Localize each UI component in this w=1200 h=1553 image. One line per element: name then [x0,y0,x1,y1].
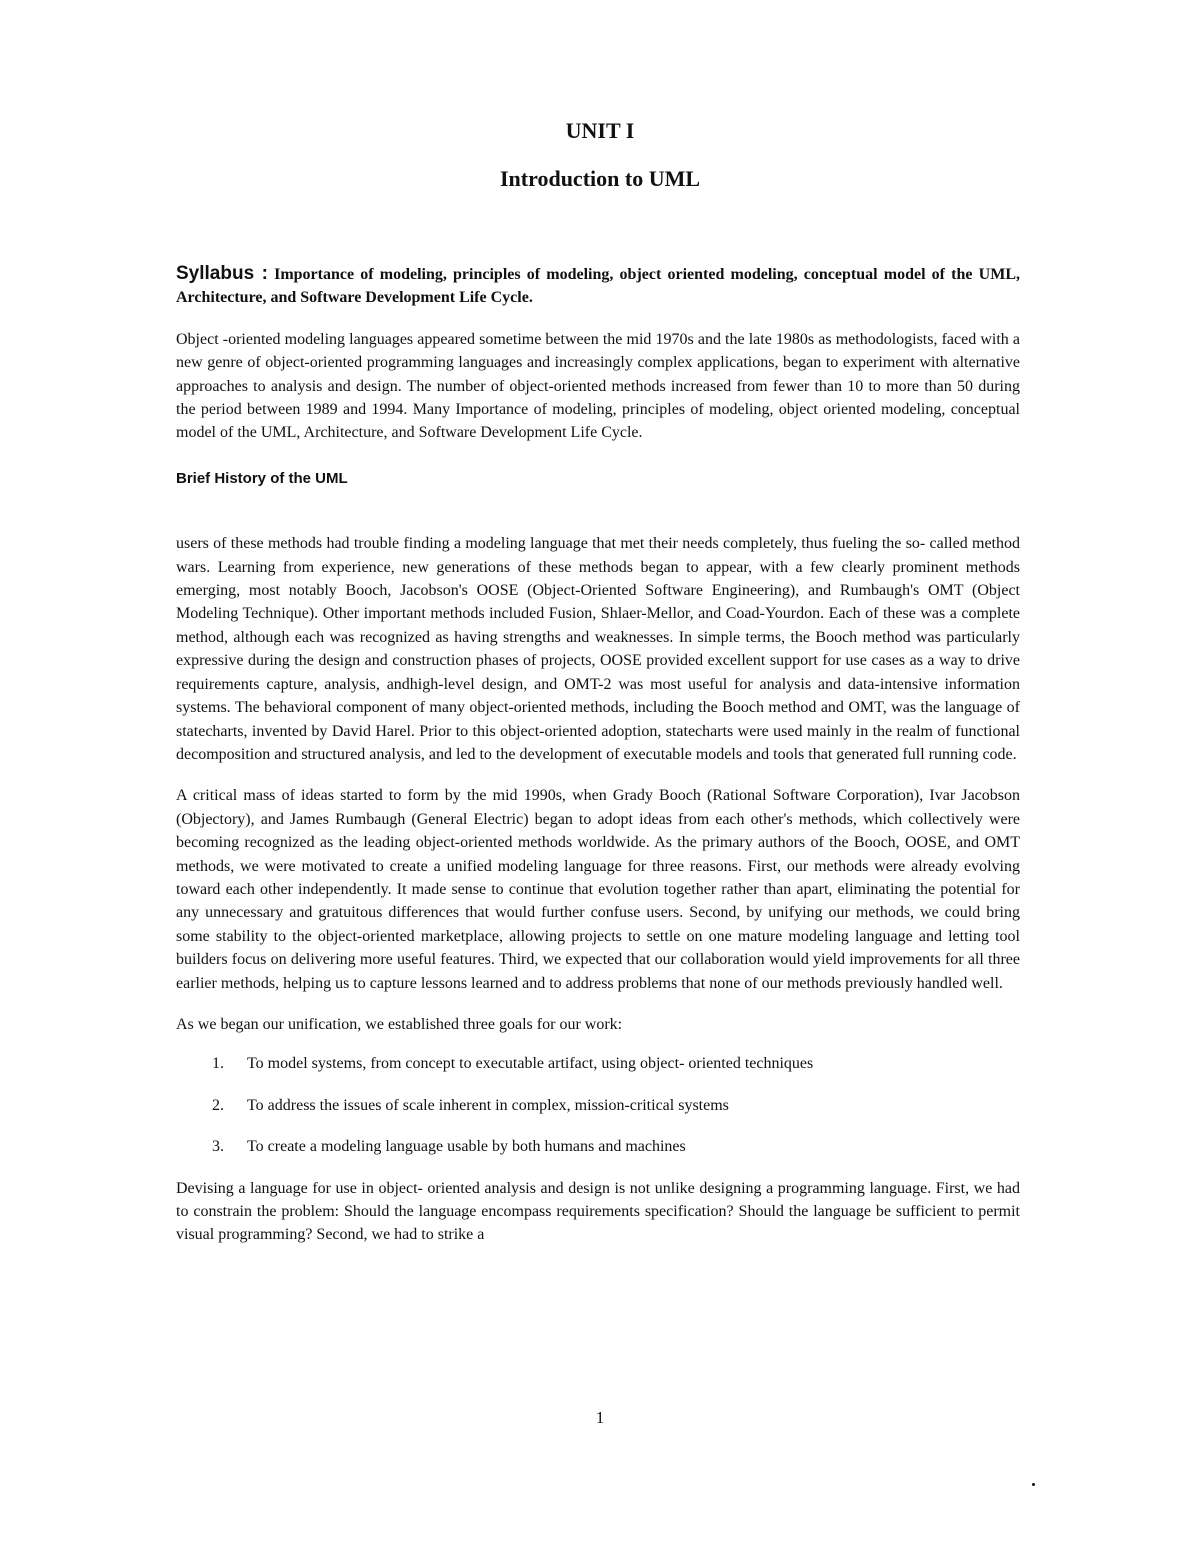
list-item [176,1094,1020,1117]
list-item [176,1135,1020,1158]
list-item-text: To create a modeling language usable by both humans and machines [247,1138,686,1156]
history-paragraph-1: users of these methods had trouble finding a modeling language that met their needs completely, thus fueling the so- called method wars. Learning from experience, new generations of these methods began to appear, with a few clearly prominent methods emerging, most notably Booch, Jacobson's OOSE (Object-Oriented Software Engineering), and Rumbaugh's OMT (Object Modeling Technique). Other important methods included Fusion, Shlaer-Mellor, and Coad-Yourdon. Each of these was a complete method, although each was recognized as having strengths and weaknesses. In simple terms, the Booch method was particularly expressive during the design and construction phases of projects, OOSE provided excellent support for use cases as a way to drive requirements capture, analysis, andhigh-level design, and OMT-2 was most useful for analysis and data-intensive information systems. The behavioral component of many object-oriented methods, including the Booch method and OMT, was the language of statecharts, invented by David Harel. Prior to this object-oriented adoption, statecharts were used mainly in the realm of functional decomposition and structured analysis, and led to the development of executable models and tools that generated full running code. [176,535,1020,763]
list-item [176,1052,1020,1075]
section-heading-history: Brief History of the UML [176,469,348,487]
list-item-text: To address the issues of scale inherent in complex, mission-critical systems [247,1096,729,1114]
syllabus-text: Importance of modeling, principles of modeling, object oriented modeling, conceptual model of the UML, Architecture, and Software Development Life Cycle. [176,266,1021,307]
closing-paragraph: Devising a language for use in object- oriented analysis and design is not unlike designing a programming language. First, we had to constrain the problem: Should the language encompass requirements specification? Should the language be sufficient to permit visual programming? Second, we had to strike a [176,1179,1020,1244]
list-item-number: 1. [212,1055,224,1073]
list-item-number: 3. [212,1138,224,1156]
history-paragraph-2: A critical mass of ideas started to form by the mid 1990s, when Grady Booch (Rational Software Corporation), Ivar Jacobson (Objectory), and James Rumbaugh (General Electric) began to adopt ideas from each other's methods, which collectively were becoming recognized as the leading object-oriented methods worldwide. As the primary authors of the Booch, OOSE, and OMT methods, we were motivated to create a unified modeling language for three reasons. First, our methods were already evolving toward each other independently. It made sense to continue that evolution together rather than apart, eliminating the potential for any unnecessary and gratuitous differences that would further confuse users. Second, by unifying our methods, we could bring some stability to the object-oriented marketplace, allowing projects to settle on one mature modeling language and letting tool builders focus on delivering more useful features. Third, we expected that our collaboration would yield improvements for all three earlier methods, helping us to capture lessons learned and to address problems that none of our methods previously handled well. [176,787,1020,992]
intro-paragraph: Object -oriented modeling languages appeared sometime between the mid 1970s and the late 1980s as methodologists, faced with a new genre of object-oriented programming languages and increasingly complex applications, began to experiment with alternative approaches to analysis and design. The number of object-oriented methods increased from fewer than 10 to more than 50 during the period between 1989 and 1994. Many Importance of modeling, principles of modeling, object oriented modeling, conceptual model of the UML, Architecture, and Software Development Life Cycle. [176,330,1020,442]
syllabus [176,262,1020,310]
unit-title: UNIT I [565,118,635,143]
document-body [176,262,1020,1247]
page-title: Introduction to UML [499,166,701,191]
syllabus-label: Syllabus : [176,263,268,284]
page-number: 1 [595,1408,605,1427]
list-item-text: To model systems, from concept to executable artifact, using object- oriented techniques [247,1055,814,1073]
stray-dot [1032,1483,1035,1486]
history-paragraph-3: As we began our unification, we established three goals for our work: [176,1015,623,1033]
list-item-number: 2. [212,1096,224,1114]
goals-list [176,1052,1020,1158]
